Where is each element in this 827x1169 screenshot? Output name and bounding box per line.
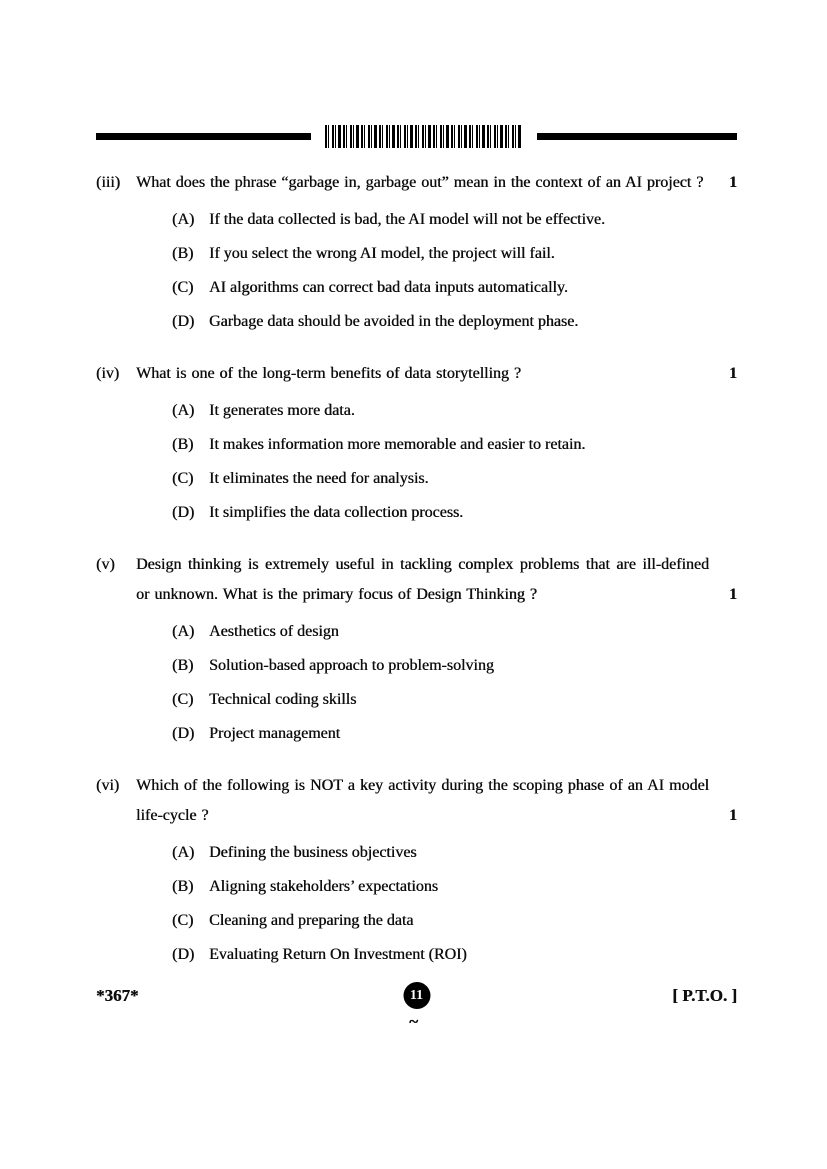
option-text: If the data collected is bad, the AI model will not be effective. bbox=[209, 211, 606, 228]
question-marks: 1 bbox=[729, 807, 737, 824]
question-number: (iii) bbox=[96, 174, 120, 191]
question-list bbox=[96, 168, 737, 965]
option-label: (C) bbox=[172, 912, 194, 929]
option-d bbox=[172, 723, 709, 744]
option-d bbox=[172, 502, 709, 523]
option-text: Defining the business objectives bbox=[209, 844, 417, 861]
option-label: (C) bbox=[172, 691, 194, 708]
option-b bbox=[172, 434, 709, 455]
option-c bbox=[172, 910, 709, 931]
option-a bbox=[172, 621, 709, 642]
question-text: What does the phrase “garbage in, garbage out” mean in the context of an AI project ? bbox=[136, 174, 704, 191]
option-label: (D) bbox=[172, 946, 195, 963]
option-b bbox=[172, 243, 709, 264]
option-d bbox=[172, 311, 709, 332]
question-v bbox=[96, 550, 737, 744]
option-text: It simplifies the data collection process. bbox=[209, 504, 464, 521]
question-vi bbox=[96, 771, 737, 965]
options-group bbox=[136, 842, 709, 965]
option-a bbox=[172, 400, 709, 421]
option-label: (D) bbox=[172, 725, 195, 742]
question-marks: 1 bbox=[729, 174, 737, 191]
page-header bbox=[96, 124, 737, 148]
option-text: Aligning stakeholders’ expectations bbox=[209, 878, 438, 895]
option-text: Cleaning and preparing the data bbox=[209, 912, 414, 929]
option-text: It makes information more memorable and easier to retain. bbox=[209, 436, 586, 453]
footer-paper-code: *367* bbox=[96, 985, 139, 1005]
option-label: (C) bbox=[172, 470, 194, 487]
option-text: If you select the wrong AI model, the project will fail. bbox=[209, 245, 555, 262]
option-text: It generates more data. bbox=[209, 402, 355, 419]
option-a bbox=[172, 842, 709, 863]
option-label: (A) bbox=[172, 402, 195, 419]
options-group bbox=[136, 400, 709, 523]
question-text: Design thinking is extremely useful in tackling complex problems that are ill-defined or unknown. What is the primary focus of Design Thinking ? bbox=[136, 556, 709, 603]
option-label: (B) bbox=[172, 245, 194, 262]
option-label: (A) bbox=[172, 623, 195, 640]
option-text: It eliminates the need for analysis. bbox=[209, 470, 429, 487]
header-rule-right bbox=[537, 133, 737, 140]
question-number: (v) bbox=[96, 556, 115, 573]
option-text: Solution-based approach to problem-solving bbox=[209, 657, 494, 674]
option-label: (C) bbox=[172, 279, 194, 296]
footer-pto: [ P.T.O. ] bbox=[672, 985, 737, 1005]
option-b bbox=[172, 655, 709, 676]
question-number: (iv) bbox=[96, 365, 120, 382]
option-c bbox=[172, 468, 709, 489]
option-label: (A) bbox=[172, 844, 195, 861]
option-b bbox=[172, 876, 709, 897]
barcode-icon bbox=[325, 125, 523, 148]
question-iv bbox=[96, 359, 737, 523]
option-c bbox=[172, 277, 709, 298]
option-text: AI algorithms can correct bad data inputs automatically. bbox=[209, 279, 568, 296]
option-label: (A) bbox=[172, 211, 195, 228]
option-label: (D) bbox=[172, 504, 195, 521]
question-text: What is one of the long-term benefits of data storytelling ? bbox=[136, 365, 521, 382]
tilde-mark: ~ bbox=[409, 1012, 418, 1031]
option-a bbox=[172, 209, 709, 230]
option-label: (B) bbox=[172, 878, 194, 895]
page-number-badge: 11 bbox=[403, 982, 430, 1009]
option-text: Aesthetics of design bbox=[209, 623, 339, 640]
options-group bbox=[136, 621, 709, 744]
page-footer bbox=[96, 982, 737, 1009]
header-rule-left bbox=[96, 133, 311, 140]
question-number: (vi) bbox=[96, 777, 120, 794]
question-marks: 1 bbox=[729, 586, 737, 603]
option-label: (B) bbox=[172, 657, 194, 674]
option-c bbox=[172, 689, 709, 710]
option-label: (B) bbox=[172, 436, 194, 453]
option-d bbox=[172, 944, 709, 965]
options-group bbox=[136, 209, 709, 332]
option-text: Technical coding skills bbox=[209, 691, 357, 708]
option-text: Project management bbox=[209, 725, 341, 742]
question-iii bbox=[96, 168, 737, 332]
option-text: Evaluating Return On Investment (ROI) bbox=[209, 946, 467, 963]
question-marks: 1 bbox=[729, 365, 737, 382]
question-text: Which of the following is NOT a key activity during the scoping phase of an AI model life-cycle ? bbox=[136, 777, 709, 824]
option-text: Garbage data should be avoided in the deployment phase. bbox=[209, 313, 579, 330]
option-label: (D) bbox=[172, 313, 195, 330]
